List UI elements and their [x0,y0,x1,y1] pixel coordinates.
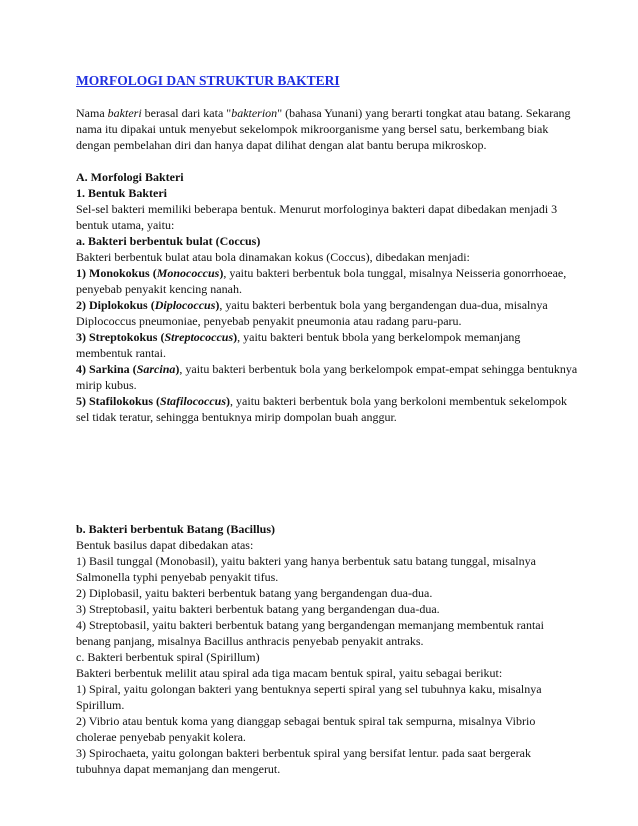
spirillum-heading: c. Bakteri berbentuk spiral (Spirillum) [76,650,260,664]
document-title: MORFOLOGI DAN STRUKTUR BAKTERI [76,73,340,88]
list-item: 3) Streptokokus (Streptococcus), yaitu bakteri bentuk bbola yang berkelompok memanjang membentuk rantai. [76,330,521,360]
coccus-heading: a. Bakteri berbentuk bulat (Coccus) [76,234,261,248]
list-item: 4) Streptobasil, yaitu bakteri berbentuk batang yang bergandengan memanjang membentuk rantai benang panjang, misalnya Bacillus anthracis penyebab penyakit antraks. [76,618,544,648]
list-item: 4) Sarkina (Sarcina), yaitu bakteri berbentuk bola yang berkelompok empat-empat sehingga bentuknya mirip kubus. [76,362,578,392]
list-item: 3) Spirochaeta, yaitu golongan bakteri berbentuk spiral yang bersifat lentur. pada saat bergerak tubuhnya dapat memanjang dan mengerut. [76,746,531,776]
list-item: 2) Diplokokus (Diplococcus), yaitu bakteri berbentuk bola yang bergandengan dua-dua, misalnya Diplococcus pneumoniae, penyebab penyakit pneumonia atau radang paru-paru. [76,298,548,328]
spirillum-text: Bakteri berbentuk melilit atau spiral ada tiga macam bentuk spiral, yaitu sebagai berikut: [76,666,503,680]
list-item: 5) Stafilokokus (Stafilococcus), yaitu bakteri berbentuk bola yang berkoloni membentuk sekelompok sel tidak teratur, sehingga bentuknya mirip dompolan buah anggur. [76,394,567,424]
intro-text: Nama [76,106,108,120]
intro-paragraph [76,105,578,153]
section-b-intro: Bentuk basilus dapat dibedakan atas: [76,538,254,552]
list-item: 2) Vibrio atau bentuk koma yang dianggap sebagai bentuk spiral tak sempurna, misalnya Vibrio cholerae penyebab penyakit kolera. [76,714,536,744]
intro-term: bakteri [107,106,142,120]
intro-text: berasal dari kata " [141,106,232,120]
intro-term: bakterion [231,106,278,120]
subsection-text: Sel-sel bakteri memiliki beberapa bentuk. Menurut morfologinya bakteri dapat dibedakan menjadi 3 bentuk utama, yaitu: [76,202,558,232]
list-item: 2) Diplobasil, yaitu bakteri berbentuk batang yang bergandengan dua-dua. [76,586,433,600]
section-b-heading: b. Bakteri berbentuk Batang (Bacillus) [76,522,276,536]
section-a-heading: A. Morfologi Bakteri [76,170,184,184]
coccus-text: Bakteri berbentuk bulat atau bola dinamakan kokus (Coccus), dibedakan menjadi: [76,250,470,264]
list-item: 1) Monokokus (Monococcus), yaitu bakteri berbentuk bola tunggal, misalnya Neisseria gonorrhoeae, penyebab penyakit kencing nanah. [76,266,567,296]
blank-space [76,425,578,521]
subsection-heading: 1. Bentuk Bakteri [76,186,168,200]
list-item: 1) Basil tunggal (Monobasil), yaitu bakteri yang hanya berbentuk satu batang tunggal, misalnya Salmonella typhi penyebab penyakit tifus. [76,554,536,584]
list-item: 3) Streptobasil, yaitu bakteri berbentuk batang yang bergandengan dua-dua. [76,602,440,616]
intro-text: " (bahasa Yunani) yang berarti tongkat atau batang. Sekarang nama itu dipakai untuk menyebut sekelompok mikroorganisme yang bersel satu, berkembang biak dengan pembelahan diri dan hanya dapat dilihat dengan alat bantu berupa mikroskop. [76,106,571,152]
list-item: 1) Spiral, yaitu golongan bakteri yang bentuknya seperti spiral yang sel tubuhnya kaku, misalnya Spirillum. [76,682,542,712]
